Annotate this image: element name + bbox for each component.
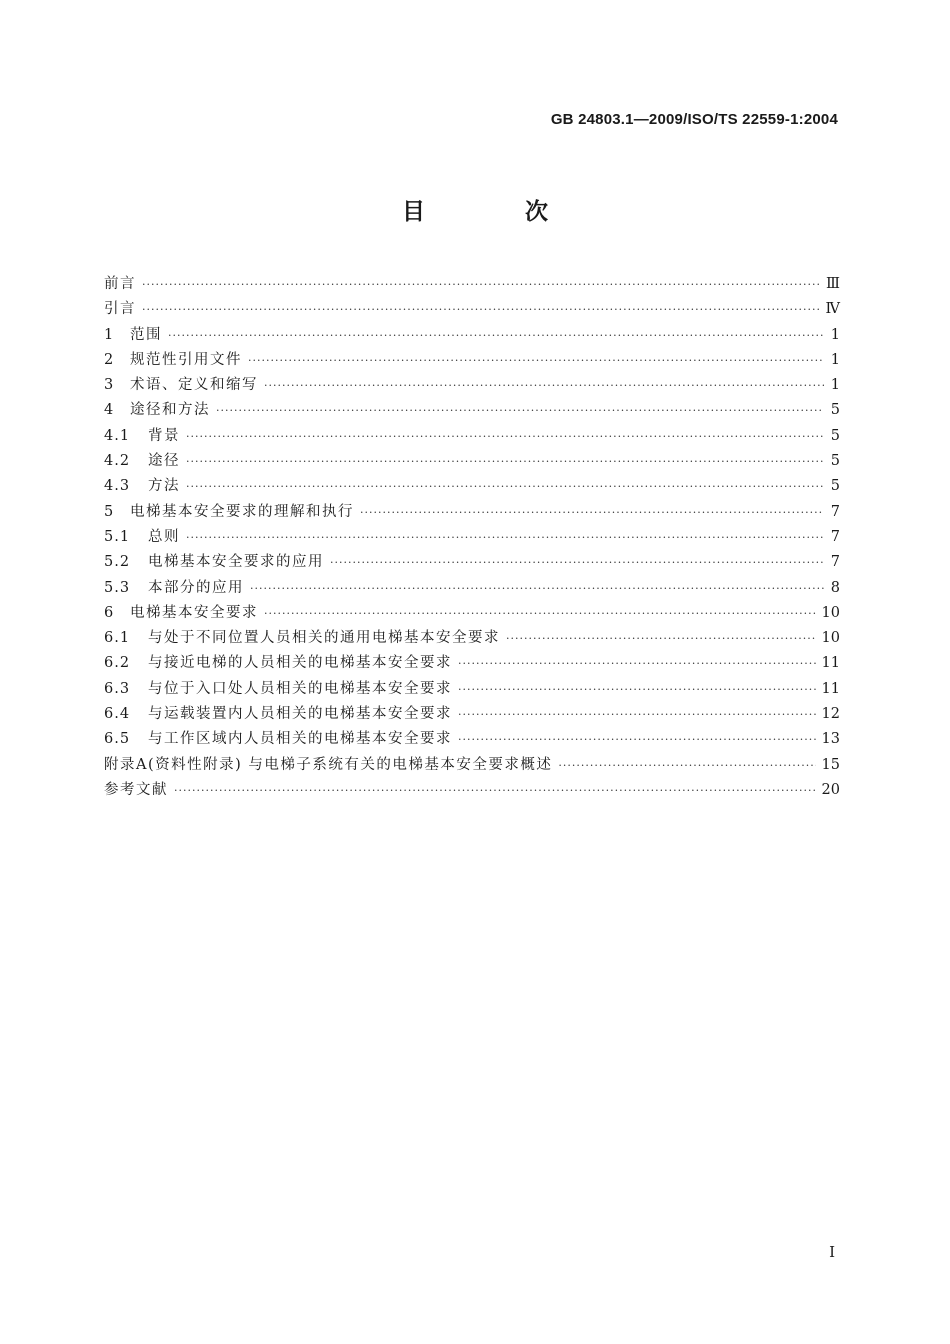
toc-entry[interactable] <box>104 398 840 423</box>
toc-entry[interactable] <box>104 753 840 778</box>
dot-leader <box>250 582 824 595</box>
toc-entry-number: 6.4 <box>104 706 131 723</box>
toc-entry[interactable] <box>104 651 840 676</box>
toc-entry[interactable] <box>104 550 840 575</box>
toc-entry-page: 10 <box>821 604 840 621</box>
toc-title: 目 次 <box>401 198 594 225</box>
toc-entry[interactable] <box>104 449 840 474</box>
dot-leader <box>174 784 816 797</box>
toc-entry-page: 5 <box>830 427 840 444</box>
dot-leader <box>168 329 824 342</box>
toc-entry-page: 7 <box>830 528 840 545</box>
toc-entry-number: 6.2 <box>104 655 131 672</box>
toc-entry[interactable] <box>104 727 840 752</box>
toc-entry-number: 4.1 <box>104 427 131 444</box>
toc-entry-page: 1 <box>830 351 840 368</box>
toc-entry-number: 4 <box>104 402 115 419</box>
dot-leader <box>360 506 824 519</box>
toc-entry-page: Ⅳ <box>825 301 840 318</box>
toc-entry-page: 11 <box>821 655 840 672</box>
toc-entry-number: 4.2 <box>104 453 131 470</box>
toc-entry-label: 前言 <box>104 276 136 292</box>
toc-entry-page: 10 <box>821 630 840 647</box>
toc-entry[interactable] <box>104 525 840 550</box>
dot-leader <box>458 657 816 670</box>
toc-entry-label: 电梯基本安全要求的应用 <box>148 554 324 571</box>
table-of-contents <box>104 272 840 803</box>
dot-leader <box>506 632 816 645</box>
toc-entry[interactable] <box>104 424 840 449</box>
toc-entry-number: 1 <box>104 326 115 343</box>
dot-leader <box>216 404 824 417</box>
toc-entry-page: 7 <box>830 554 840 571</box>
toc-entry-label: 规范性引用文件 <box>130 351 242 368</box>
toc-entry-label: 附录A(资料性附录) 与电梯子系统有关的电梯基本安全要求概述 <box>104 756 553 773</box>
toc-entry[interactable] <box>104 778 840 803</box>
toc-entry[interactable] <box>104 297 840 322</box>
toc-entry-page: 5 <box>830 402 840 419</box>
toc-entry-number: 2 <box>104 351 115 368</box>
toc-entry-label: 引言 <box>104 301 136 318</box>
toc-entry-label: 与位于入口处人员相关的电梯基本安全要求 <box>148 680 452 697</box>
toc-entry-label: 与处于不同位置人员相关的通用电梯基本安全要求 <box>148 630 500 647</box>
toc-entry-label: 途径 <box>148 453 180 470</box>
toc-entry-page: 5 <box>830 478 840 495</box>
toc-entry-label: 参考文献 <box>104 781 168 798</box>
toc-entry[interactable] <box>104 601 840 626</box>
dot-leader <box>186 480 824 493</box>
toc-entry-page: 15 <box>821 756 840 773</box>
toc-entry-page: 13 <box>821 731 840 748</box>
toc-entry-label: 电梯基本安全要求 <box>130 604 258 621</box>
toc-entry-label: 背景 <box>148 427 180 444</box>
toc-entry-number: 6 <box>104 604 115 621</box>
toc-entry-number: 5.2 <box>104 554 131 571</box>
toc-entry-label: 方法 <box>148 478 180 495</box>
toc-entry[interactable] <box>104 272 840 297</box>
dot-leader <box>458 733 816 746</box>
toc-entry[interactable] <box>104 500 840 525</box>
toc-entry-page: 1 <box>830 377 840 394</box>
page-number: I <box>829 1243 835 1261</box>
toc-entry-page: 1 <box>830 326 840 343</box>
toc-entry-label: 范围 <box>130 326 162 343</box>
toc-entry-number: 5.3 <box>104 579 131 596</box>
dot-leader <box>186 430 824 443</box>
toc-entry[interactable] <box>104 474 840 499</box>
toc-entry[interactable] <box>104 373 840 398</box>
toc-entry-label: 电梯基本安全要求的理解和执行 <box>130 503 354 520</box>
toc-entry-page: 8 <box>830 579 840 596</box>
toc-entry-number: 6.3 <box>104 680 131 697</box>
dot-leader <box>264 379 824 392</box>
toc-entry-label: 总则 <box>148 528 180 545</box>
toc-entry-number: 4.3 <box>104 478 131 495</box>
toc-entry-number: 3 <box>104 377 115 394</box>
dot-leader <box>186 455 824 468</box>
toc-entry[interactable] <box>104 576 840 601</box>
dot-leader <box>558 759 815 772</box>
toc-entry-page: 5 <box>830 453 840 470</box>
dot-leader <box>264 607 816 620</box>
toc-entry[interactable] <box>104 626 840 651</box>
toc-entry-page: 20 <box>821 781 840 798</box>
toc-entry[interactable] <box>104 348 840 373</box>
dot-leader <box>142 278 820 291</box>
toc-entry-page: Ⅲ <box>826 276 840 292</box>
dot-leader <box>142 303 820 316</box>
toc-entry-number: 6.1 <box>104 630 131 647</box>
standard-code: GB 24803.1—2009/ISO/TS 22559-1:2004 <box>550 111 838 128</box>
toc-entry-label: 术语、定义和缩写 <box>130 377 258 394</box>
toc-entry[interactable] <box>104 677 840 702</box>
toc-entry[interactable] <box>104 323 840 348</box>
toc-entry-label: 与运载装置内人员相关的电梯基本安全要求 <box>148 706 452 723</box>
toc-entry-label: 本部分的应用 <box>148 579 244 596</box>
toc-entry-label: 与工作区域内人员相关的电梯基本安全要求 <box>148 731 452 748</box>
dot-leader <box>458 708 816 721</box>
dot-leader <box>458 683 816 696</box>
dot-leader <box>186 531 824 544</box>
toc-entry-label: 途径和方法 <box>130 402 210 419</box>
toc-entry-number: 6.5 <box>104 731 131 748</box>
toc-entry-number: 5 <box>104 503 115 520</box>
dot-leader <box>248 354 824 367</box>
toc-entry-label: 与接近电梯的人员相关的电梯基本安全要求 <box>148 655 452 672</box>
dot-leader <box>330 556 824 569</box>
toc-entry-number: 5.1 <box>104 528 131 545</box>
toc-entry-page: 11 <box>821 680 840 697</box>
toc-entry-page: 12 <box>821 706 840 723</box>
toc-entry-page: 7 <box>830 503 840 520</box>
toc-entry[interactable] <box>104 702 840 727</box>
